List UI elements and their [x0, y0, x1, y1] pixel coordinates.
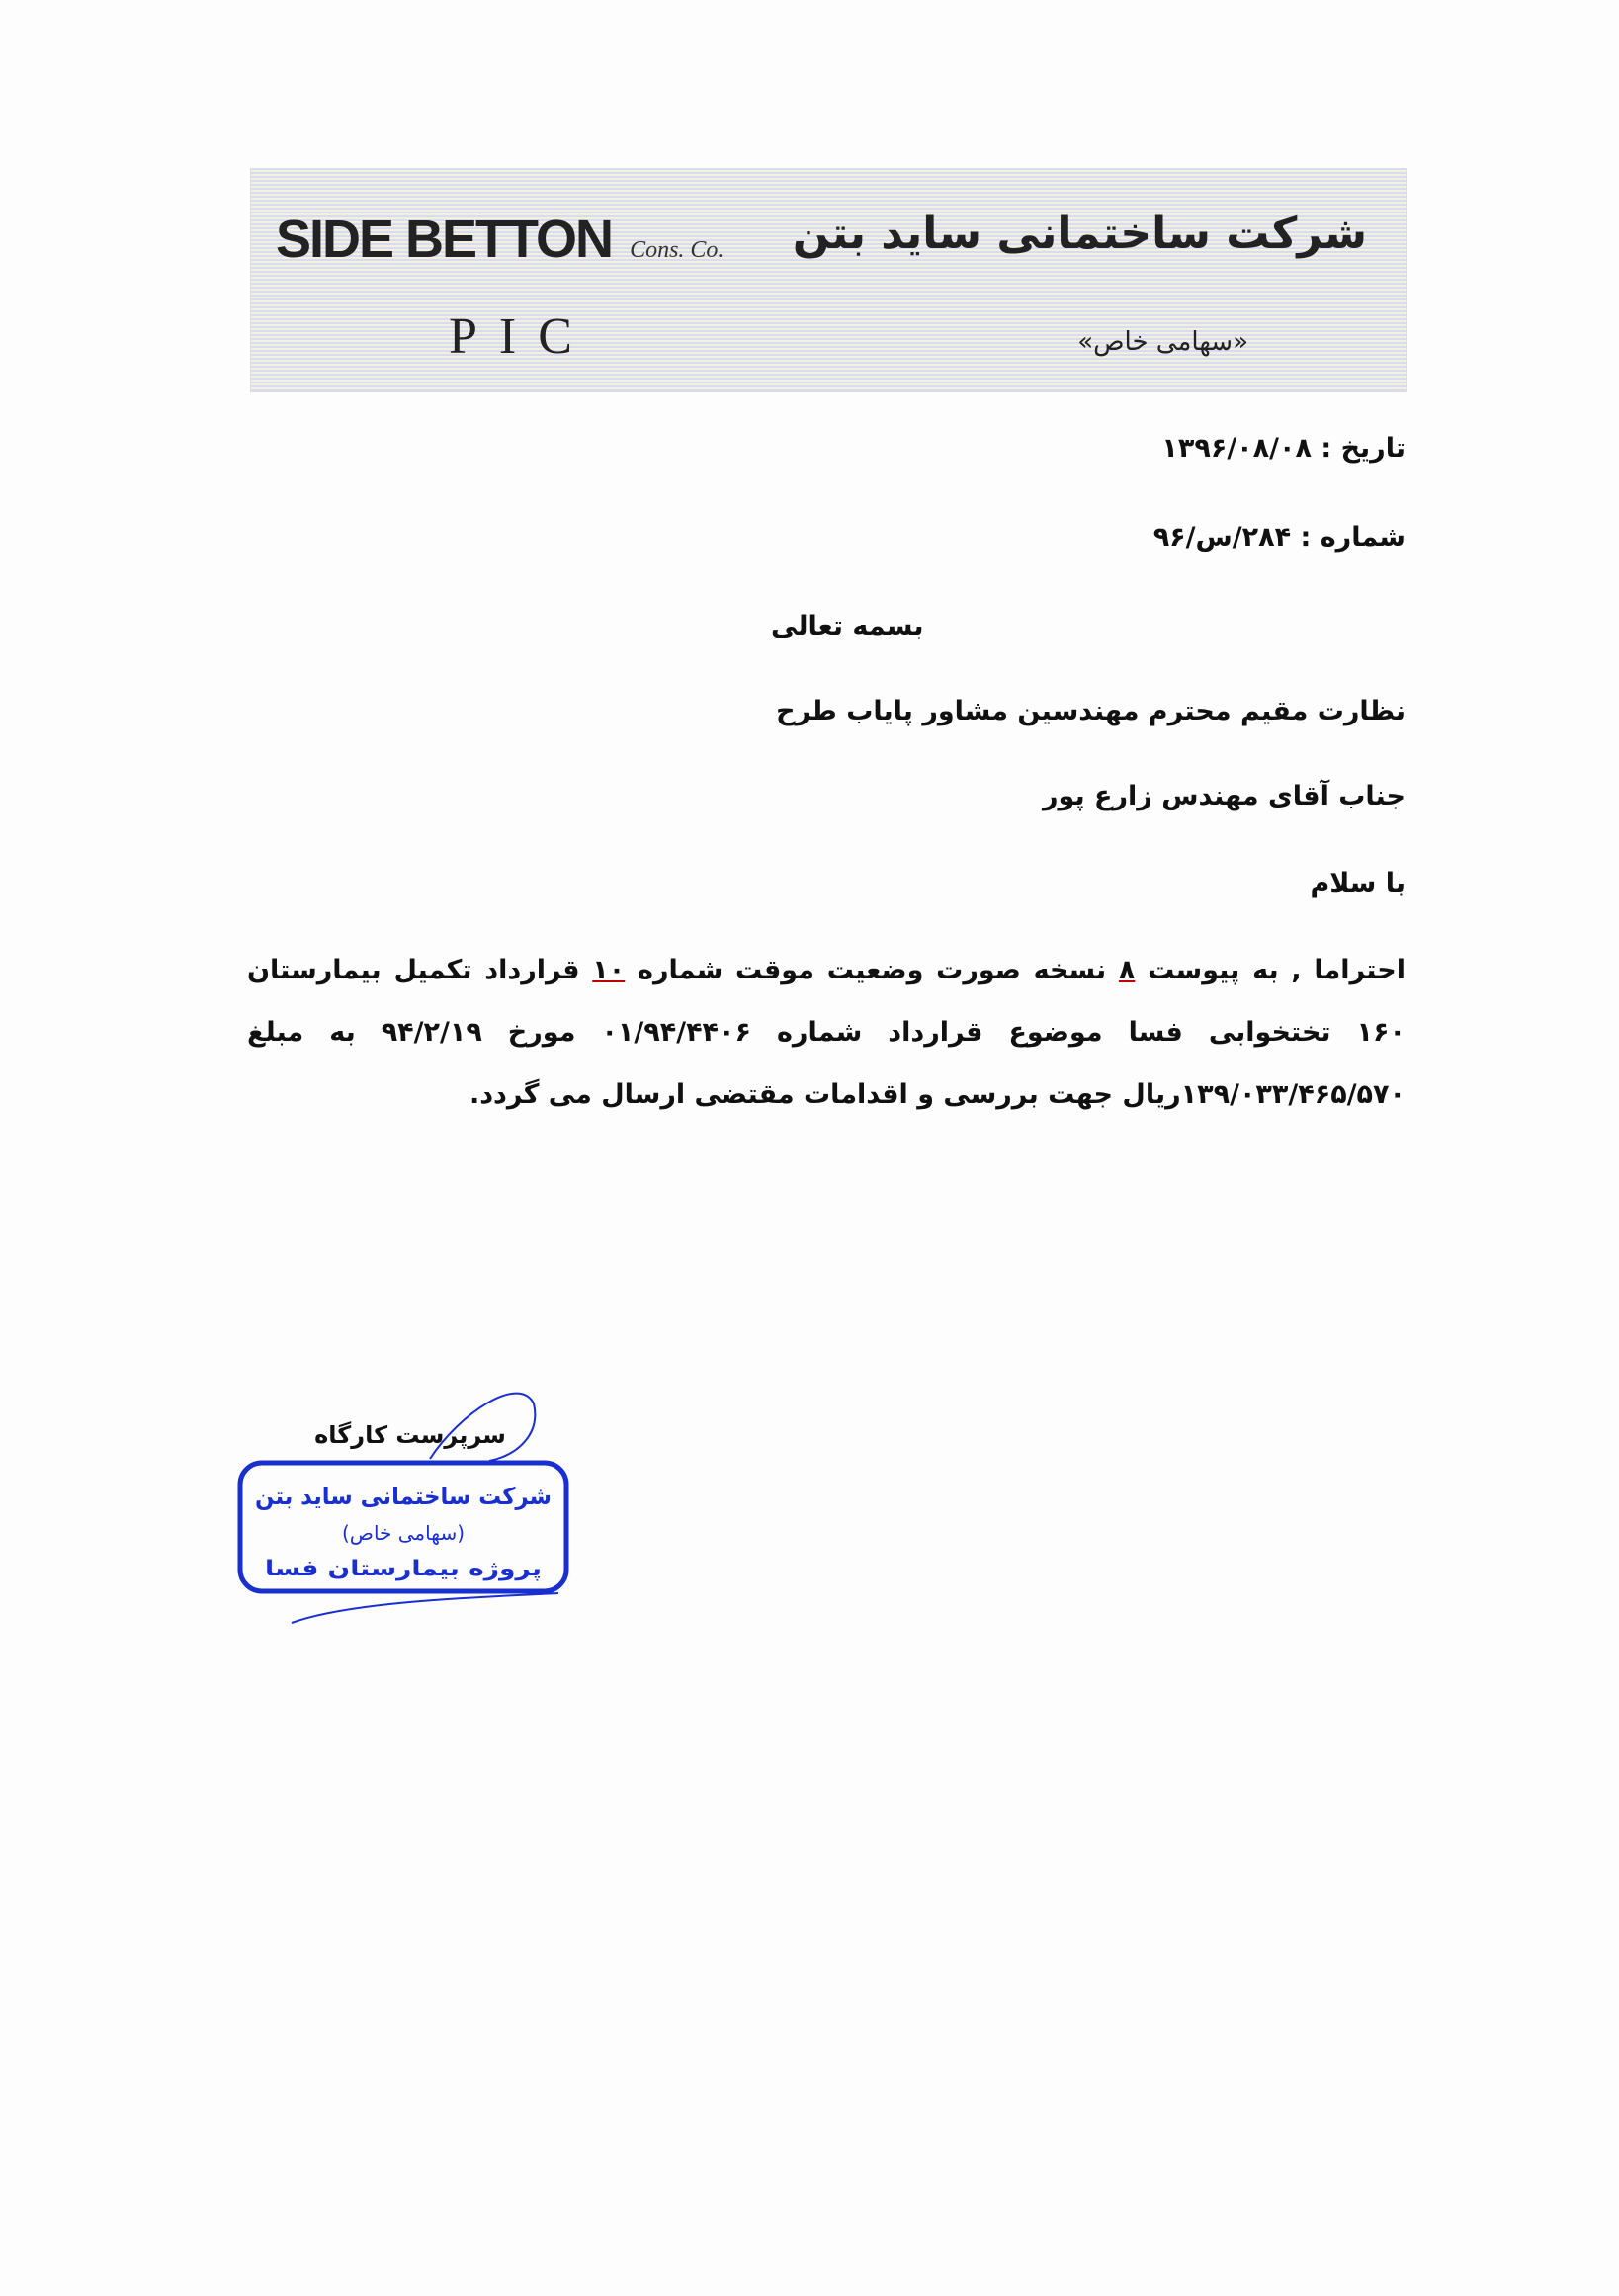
- signature-title: سرپرست کارگاه: [314, 1421, 506, 1449]
- attachment-count: ۸: [1118, 955, 1136, 985]
- date-line: [1161, 433, 1406, 464]
- company-name-fa: شرکت ساختمانی ساید بتن: [792, 209, 1367, 259]
- recipient-line-2: جناب آقای مهندس زارع پور: [1043, 781, 1406, 811]
- letter-body: [247, 939, 1406, 1126]
- stamp-line-2: (سهامی خاص): [341, 1521, 466, 1545]
- project-code: PIC: [449, 308, 594, 365]
- date-value: ۱۳۹۶/۰۸/۰۸: [1161, 433, 1312, 464]
- letterhead-banner: [250, 168, 1407, 392]
- stamp: [232, 1364, 588, 1631]
- company-suffix-en: Cons. Co.: [630, 237, 724, 263]
- company-type-fa: «سهامی خاص»: [1077, 327, 1248, 357]
- statement-number: ۱۰: [592, 955, 626, 985]
- body-text-1: احتراما , به پیوست: [1135, 955, 1406, 985]
- stamp-line-3: پروژه بیمارستان فسا: [265, 1557, 542, 1581]
- signature-block: [232, 1364, 588, 1631]
- company-name-en-row: [276, 209, 724, 270]
- number-line: [1153, 522, 1406, 553]
- recipient-line-1: نظارت مقیم محترم مهندسین مشاور پایاب طرح: [776, 696, 1406, 726]
- number-label: شماره :: [1300, 522, 1406, 553]
- body-text-2: نسخه صورت وضعیت موقت شماره: [625, 955, 1119, 985]
- body-text-3: قرارداد تکمیل بیمارستان ۱۶۰ تختخوابی فسا موضوع قرارداد شماره ۰۱/۹۴/۴۴۰۶ مورخ ۹۴/۲/۱۹ به مبلغ ۱۳۹/۰۳۳/۴۶۵/۵۷۰ریال جهت بررسی و اقدامات مقتضی ارسال می گردد.: [247, 955, 1406, 1110]
- invocation: بسمه تعالی: [771, 611, 924, 641]
- greeting: با سلام: [1310, 868, 1406, 898]
- number-value: ۲۸۴/س/۹۶: [1152, 522, 1292, 553]
- stamp-line-1: شرکت ساختمانی ساید بتن: [255, 1483, 552, 1510]
- date-label: تاریخ :: [1321, 433, 1406, 464]
- company-name-en: SIDE BETTON: [276, 210, 613, 269]
